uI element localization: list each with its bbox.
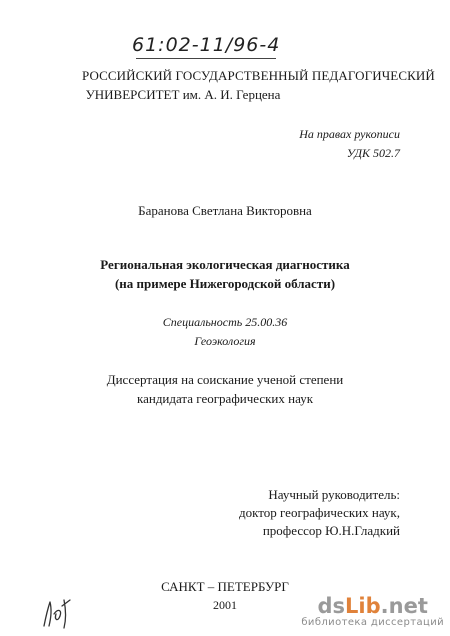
- udk-code: УДК 502.7: [346, 146, 400, 160]
- year: 2001: [213, 598, 237, 612]
- author-name: Баранова Светлана Викторовна: [138, 203, 312, 218]
- city: САНКТ – ПЕТЕРБУРГ: [161, 579, 289, 594]
- specialty-code: Специальность 25.00.36: [162, 315, 288, 329]
- institution-line-2: УНИВЕРСИТЕТ им. А. И. Герцена: [85, 87, 281, 102]
- degree-statement-line-1: Диссертация на соискание ученой степени: [106, 372, 344, 387]
- handwritten-underline: [136, 58, 276, 59]
- dslib-subtitle: библиотека диссертаций: [301, 617, 444, 628]
- supervisor-degree: доктор географических наук,: [239, 505, 400, 520]
- specialty-name: Геоэкология: [194, 334, 256, 348]
- institution-line-1: РОССИЙСКИЙ ГОСУДАРСТВЕННЫЙ ПЕДАГОГИЧЕСКИЙ: [82, 68, 435, 83]
- supervisor-name: профессор Ю.Н.Гладкий: [262, 523, 400, 538]
- thesis-title-line-1: Региональная экологическая диагностика: [100, 257, 350, 272]
- handwritten-archive-code: 61:02-11/96-4: [132, 34, 281, 56]
- supervisor-label: Научный руководитель:: [268, 487, 400, 502]
- thesis-title-line-2: (на примере Нижегородской области): [114, 276, 336, 291]
- manuscript-rights-label: На правах рукописи: [299, 127, 400, 141]
- dslib-logo: dsLib.net: [317, 594, 428, 618]
- dslib-watermark: [301, 595, 444, 628]
- degree-statement-line-2: кандидата географических наук: [136, 391, 314, 406]
- handwritten-signature: [40, 596, 74, 630]
